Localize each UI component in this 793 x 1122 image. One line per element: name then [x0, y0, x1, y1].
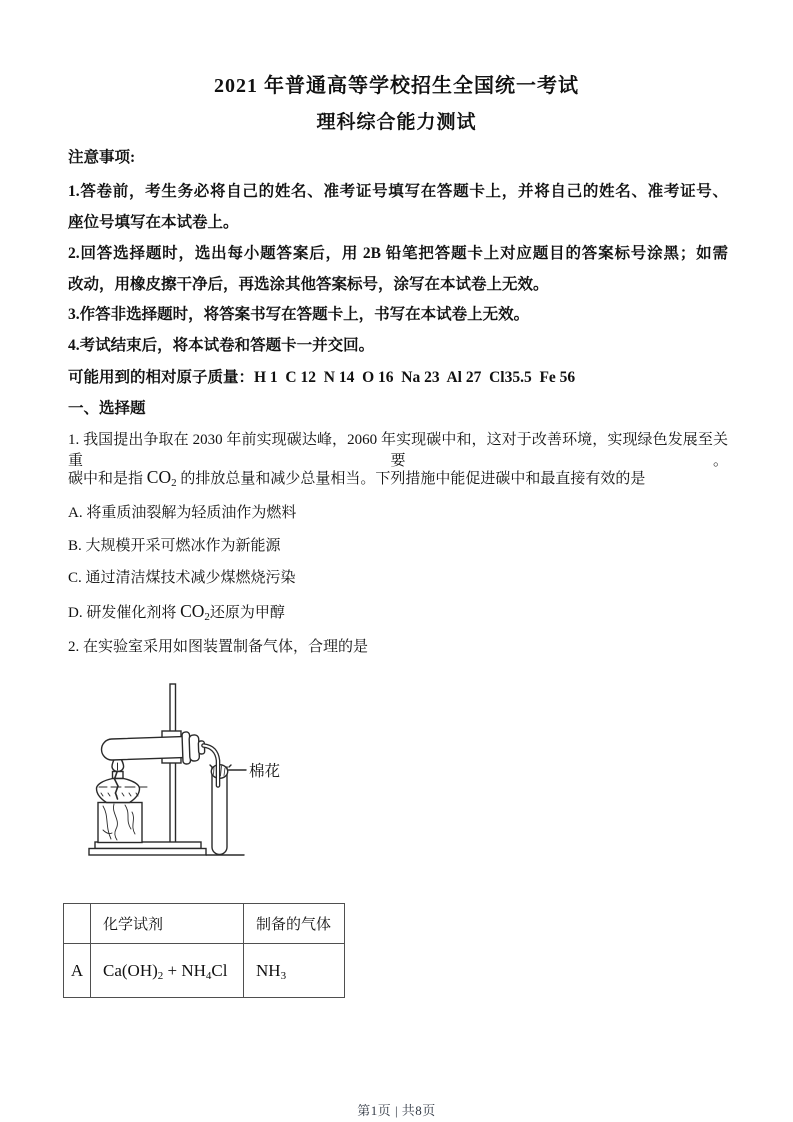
notice-line-1b: 座位号填写在本试卷上。: [68, 214, 239, 231]
gas-preparation-table: [63, 903, 345, 998]
cotton-label: 棉花: [249, 763, 281, 780]
wood-block: [98, 803, 142, 843]
notice-line-1: 1.答卷前，考生务必将自己的姓名、准考证号填写在答题卡上，并将自己的姓名、准考证号、: [68, 183, 728, 200]
q1-line2-prefix: 碳中和是指: [68, 471, 147, 487]
page-footer: 第1页 | 共8页: [357, 1103, 436, 1118]
table-header-gas: 制备的气体: [244, 904, 345, 944]
q1-option-d-suffix: 还原为甲醇: [209, 605, 285, 621]
notice-line-2b: 改动，用橡皮擦干净后，再选涂其他答案标号，涂写在本试卷上无效。: [68, 276, 549, 293]
section-heading: 一、选择题: [68, 400, 146, 417]
q1-option-d-prefix: D. 研发催化剂将: [68, 605, 181, 621]
atomic-mass-line: 可能用到的相对原子质量：H 1 C 12 N 14 O 16 Na 23 Al 27 Cl35.5 Fe 56: [68, 369, 576, 386]
apparatus-diagram: [70, 672, 305, 867]
notice-line-4: 4.考试结束后，将本试卷和答题卡一并交回。: [68, 337, 375, 354]
row-a-label: A: [64, 944, 91, 998]
co2-formula: $CO_2$: [146, 467, 177, 489]
stand-rod: [170, 684, 176, 844]
question-2-text: 2. 在实验室采用如图装置制备气体，合理的是: [68, 639, 369, 655]
table-header-row: [64, 904, 345, 944]
alcohol-lamp: [97, 753, 148, 803]
table-row-a: [64, 944, 345, 998]
page-title: 2021 年普通高等学校招生全国统一考试: [214, 75, 579, 97]
page-subtitle: 理科综合能力测试: [316, 112, 477, 133]
question-1-option-d: [68, 601, 728, 624]
notice-line-2: 2.回答选择题时，选出每小题答案后，用 2B 铅笔把答题卡上对应题目的答案标号涂黑；如需: [68, 245, 728, 262]
table-header-empty: [64, 904, 91, 944]
notice-heading: 注意事项:: [68, 149, 136, 166]
row-a-gas: $NH_3$: [244, 944, 345, 998]
co2-formula: $CO_2$: [180, 601, 210, 623]
table-header-reagent: 化学试剂: [91, 904, 244, 944]
row-a-reagent: $Ca(OH)_2 + NH_4Cl$: [91, 944, 244, 998]
question-1-option-b: B. 大规模开采可燃冰作为新能源: [68, 538, 281, 554]
question-1-text-continued: [68, 467, 728, 490]
question-1-option-a: A. 将重质油裂解为轻质油作为燃料: [68, 505, 297, 521]
notice-line-3: 3.作答非选择题时，将答案书写在答题卡上，书写在本试卷上无效。: [68, 306, 530, 323]
test-tube: [101, 736, 190, 760]
question-1-text: 1. 我国提出争取在 2030 年前实现碳达峰，2060 年实现碳中和，这对于改善环境，实现绿色发展至关重要。: [68, 432, 728, 469]
q1-line2-suffix: 的排放总量和减少总量相当。下列措施中能促进碳中和最直接有效的是: [176, 471, 646, 487]
question-1-option-c: C. 通过清洁煤技术减少煤燃烧污染: [68, 570, 296, 586]
